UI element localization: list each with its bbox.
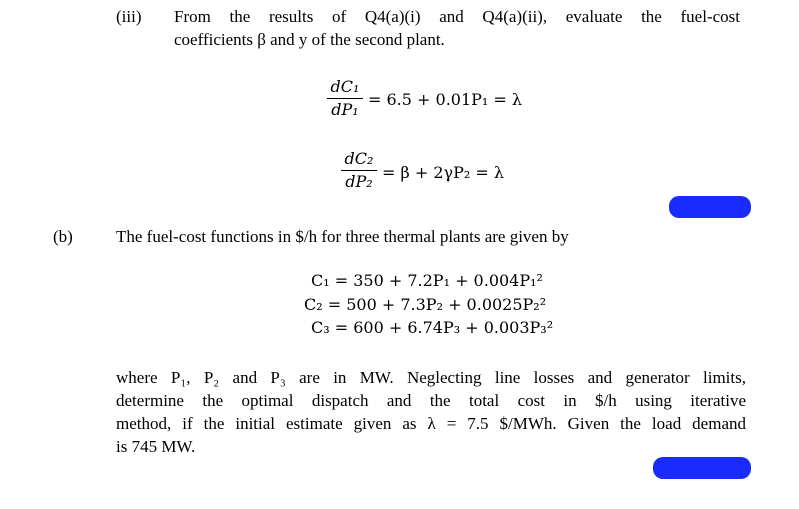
paragraph-line-4: is 745 MW. — [116, 437, 196, 456]
part-iii-label: (iii) — [116, 7, 142, 26]
equation-2-rhs: = β + 2γP₂ = λ — [382, 163, 504, 182]
equation-1-denominator: dP₁ — [331, 100, 359, 119]
equation-1-numerator: dC₁ — [330, 77, 360, 96]
equation-1-rhs: = 6.5 + 0.01P₁ = λ — [368, 90, 523, 109]
paragraph-line-2: determine the optimal dispatch and the total cost in $/h using iterative — [116, 391, 746, 410]
paragraph-line-1: where P₁, P₂ and P₃ are in MW. Neglecting line losses and generator limits, — [116, 368, 746, 387]
equation-2-denominator: dP₂ — [345, 172, 373, 191]
fraction-bar — [327, 98, 363, 99]
part-iii-line-2: coefficients β and y of the second plant. — [174, 30, 445, 49]
equation-2-numerator: dC₂ — [344, 149, 374, 168]
equation-1-fraction — [327, 77, 363, 120]
part-b-intro: The fuel-cost functions in $/h for three thermal plants are given by — [116, 227, 569, 246]
cost-function-c3: C₃ = 600 + 6.74P₃ + 0.003P₃² — [311, 318, 554, 337]
cost-function-c1: C₁ = 350 + 7.2P₁ + 0.004P₁² — [311, 271, 543, 290]
cost-function-c2: C₂ = 500 + 7.3P₂ + 0.0025P₂² — [304, 295, 547, 314]
paragraph-line-3: method, if the initial estimate given as λ = 7.5 $/MWh. Given the load demand — [116, 414, 746, 433]
equation-2-fraction — [341, 149, 377, 192]
part-b-label: (b) — [53, 227, 73, 246]
redaction-mark — [653, 457, 751, 479]
part-iii-line-1: From the results of Q4(a)(i) and Q4(a)(ii), evaluate the fuel-cost — [174, 7, 740, 26]
redaction-mark — [669, 196, 751, 218]
fraction-bar — [341, 170, 377, 171]
